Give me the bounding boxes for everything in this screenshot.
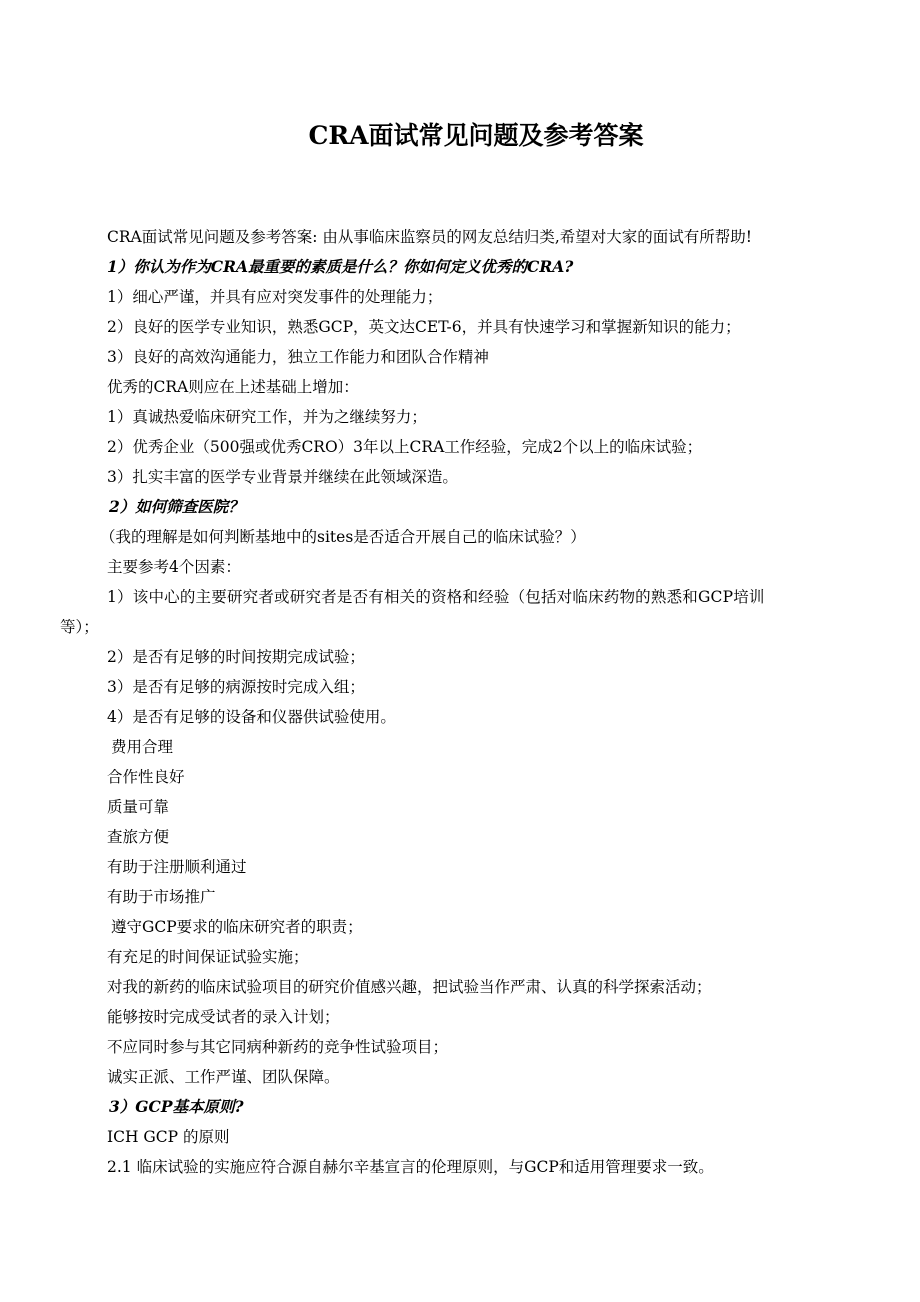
- q3-principle-2-1: 2.1 临床试验的实施应符合源自赫尔辛基宣言的伦理原则，与GCP和适用管理要求一致。: [107, 1158, 714, 1176]
- document-title: CRA面试常见问题及参考答案: [308, 121, 644, 150]
- document-body: [0, 222, 920, 1182]
- q1-answer-2: 2）良好的医学专业知识，熟悉GCP，英文达CET-6，并具有快速学习和掌握新知识的能力；: [107, 318, 741, 336]
- site-item: 合作性良好: [107, 768, 185, 786]
- site-item: 有助于注册顺利通过: [107, 858, 247, 876]
- question-3-heading: 3）GCP基本原则?: [109, 1097, 244, 1116]
- q2-note: （我的理解是如何判断基地中的sites是否适合开展自己的临床试验？）: [100, 528, 586, 546]
- investigator-item: 有充足的时间保证试验实施；: [107, 948, 309, 966]
- q2-factors-intro: 主要参考4个因素：: [107, 558, 241, 576]
- q1-answer-1: 1）细心严谨，并具有应对突发事件的处理能力；: [107, 288, 443, 306]
- q2-factor-1-line-1: 1）该中心的主要研究者或研究者是否有相关的资格和经验（包括对临床药物的熟悉和GCP培训: [107, 588, 765, 606]
- q1-excellent-intro: 优秀的CRA则应在上述基础上增加：: [107, 378, 359, 396]
- question-2-heading: 2）如何筛查医院？: [109, 497, 244, 516]
- q3-subheading: ICH GCP 的原则: [107, 1128, 230, 1146]
- investigator-item: 能够按时完成受试者的录入计划；: [107, 1008, 340, 1026]
- investigator-item: 对我的新药的临床试验项目的研究价值感兴趣，把试验当作严肃、认真的科学探索活动；: [107, 978, 712, 996]
- investigator-item: 诚实正派、工作严谨、团队保障。: [107, 1068, 340, 1086]
- q2-factor-1-line-2: 等）；: [60, 618, 99, 636]
- investigator-item: 不应同时参与其它同病种新药的竞争性试验项目；: [107, 1038, 449, 1056]
- question-1-heading: 1）你认为作为CRA最重要的素质是什么？你如何定义优秀的CRA?: [107, 257, 574, 276]
- site-item: 有助于市场推广: [107, 888, 216, 906]
- site-item: 查旅方便: [107, 828, 170, 846]
- q1-answer-3: 3）良好的高效沟通能力，独立工作能力和团队合作精神: [107, 348, 489, 366]
- investigator-item: 遵守GCP要求的临床研究者的职责；: [111, 918, 363, 936]
- q2-factor-3: 3）是否有足够的病源按时完成入组；: [107, 678, 365, 696]
- q2-factor-4: 4）是否有足够的设备和仪器供试验使用。: [107, 708, 396, 726]
- q1-excellent-3: 3）扎实丰富的医学专业背景并继续在此领域深造。: [107, 468, 458, 486]
- intro-paragraph: CRA面试常见问题及参考答案: 由从事临床监察员的网友总结归类,希望对大家的面试有所帮助!: [107, 228, 753, 246]
- q1-excellent-2: 2）优秀企业（500强或优秀CRO）3年以上CRA工作经验，完成2个以上的临床试验；: [107, 438, 703, 456]
- site-item: 费用合理: [111, 738, 174, 756]
- q2-factor-2: 2）是否有足够的时间按期完成试验；: [107, 648, 365, 666]
- site-item: 质量可靠: [107, 798, 170, 816]
- q1-excellent-1: 1）真诚热爱临床研究工作，并为之继续努力；: [107, 408, 427, 426]
